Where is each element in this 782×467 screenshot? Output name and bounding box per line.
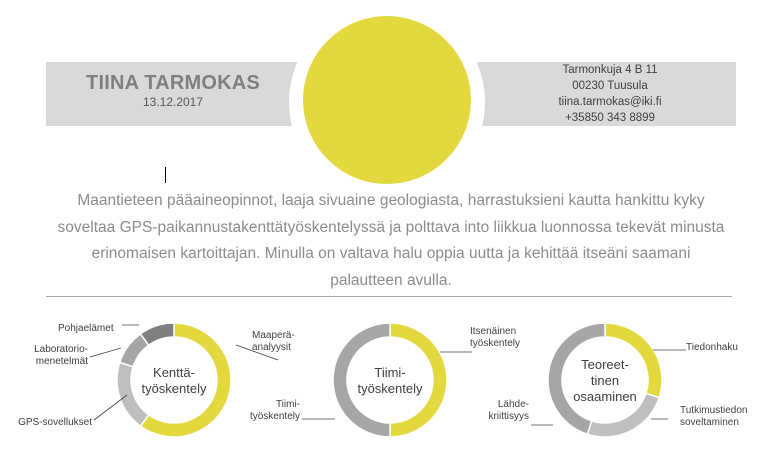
profile-line: erinomaisen kartoittajan. Minulla on valtava halu oppia uutta ja kehittää itseäni saamani — [91, 245, 691, 262]
profile-line: soveltaa GPS-paikannustakenttätyöskentelyssä ja polttava into liikkua luonnossa tekevät minusta — [57, 218, 725, 236]
donut-slice — [390, 323, 447, 437]
cv-date: 13.12.2017 — [142, 95, 204, 109]
slice-label: Tutkimustiedon — [680, 405, 748, 416]
donut-slice — [140, 323, 174, 345]
slice-label: työskentely — [249, 411, 300, 422]
callout-line — [94, 395, 127, 420]
donut-center-label: tinen — [590, 373, 620, 388]
contact-email[interactable]: tiina.tarmokas@iki.fi — [558, 96, 662, 108]
slice-label: Lähde- — [497, 399, 529, 410]
donut-center-label: Teoreet- — [581, 357, 629, 372]
slice-label: soveltaminen — [680, 417, 739, 428]
contact-postal: 00230 Tuusula — [572, 80, 648, 92]
contact-address: Tarmonkuja 4 B 11 — [562, 64, 658, 76]
slice-label: kriittisyys — [488, 411, 529, 422]
donut-center-label: työskentely — [357, 381, 423, 396]
profile-line: palautteen avulla. — [330, 271, 452, 289]
slice-label: menetelmät — [35, 356, 88, 367]
slice-label: Tiimi- — [275, 399, 300, 410]
slice-label: Laboratorio- — [34, 344, 88, 355]
slice-label: analyysit — [252, 342, 291, 353]
contact-phone: +35850 343 8899 — [565, 112, 655, 124]
donut-center-label: työskentely — [141, 381, 207, 396]
slice-label: Itsenäinen — [470, 326, 517, 337]
callout-line — [90, 348, 121, 357]
profile-line: Maantieteen pääaineopinnot, laaja sivuaine geologiasta, harrastuksieni kautta hankittu kyky — [77, 192, 705, 209]
donut-center-label: Tiimi- — [374, 365, 406, 380]
slice-label: Maaperä- — [252, 330, 295, 341]
slice-label: työskentely — [470, 338, 521, 349]
slice-label: Pohjaelämet — [58, 323, 114, 334]
donut-center-label: Kenttä- — [153, 365, 195, 380]
slice-label: Tiedonhaku — [686, 342, 738, 353]
person-name: TIINA TARMOKAS — [86, 72, 260, 94]
donut-slice — [333, 323, 390, 437]
slice-label: GPS-sovellukset — [18, 417, 92, 428]
donut-center-label: osaaminen — [573, 389, 637, 404]
